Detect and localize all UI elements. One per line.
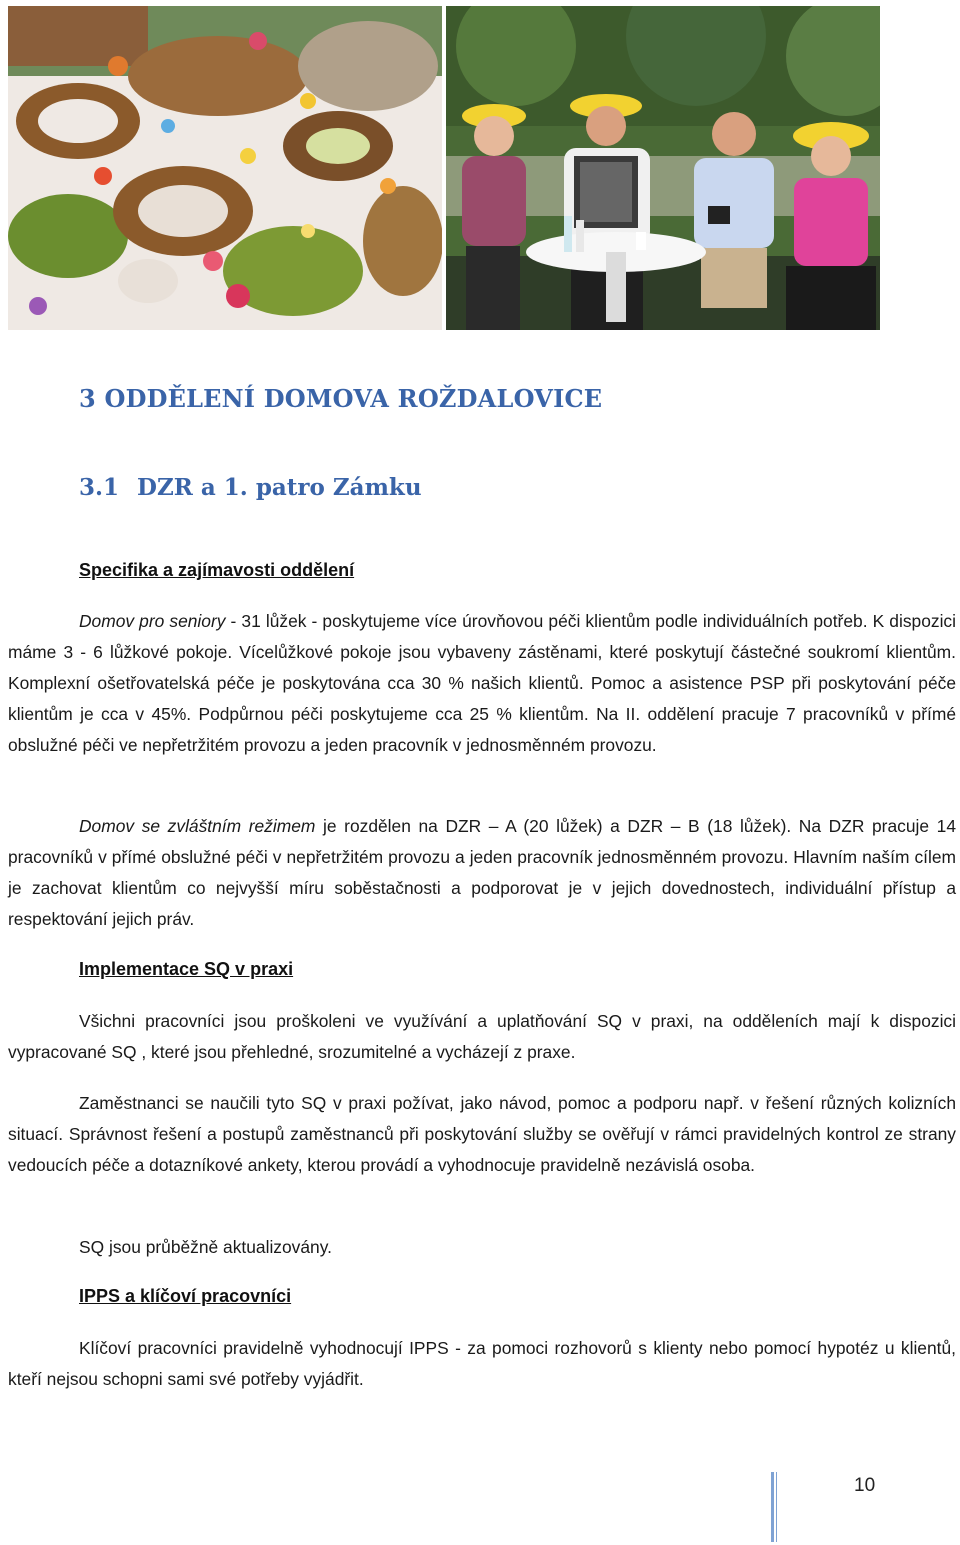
specifika-p1-text: - 31 lůžek - poskytujeme více úrovňovou péči klientům podle individuálních potřeb. K dispozici máme 3 - 6 lůžkové pokoje. Vícelůžkové pokoje jsou vybaveny zástěnami, které poskytují částečné soukromí klientům. Komplexní ošetřovatelská péče je poskytována cca 30 % našich klientů. Pomoc a asistence PSP při poskytování péče klientům je cca v 45%. Podpůrnou péči poskytujeme cca 25 % klientům. Na II. oddělení pracuje 7 pracovníků v přímé obslužné péči ve nepřetržitém provozu a jeden pracovník v jednosměnném provozu. [8,611,956,755]
implementace-paragraph-1: Všichni pracovníci jsou proškoleni ve využívání a uplatňování SQ v praxi, na odděleních mají k dispozici vypracované SQ , které jsou přehledné, srozumitelné a vycházejí z praxe. [8,1011,956,1062]
ipps-paragraph-1: Klíčoví pracovníci pravidelně vyhodnocují IPPS - za pomoci rozhovorů s klienty nebo pomocí hypotéz u klientů, kteří nejsou schopni sami své potřeby vyjádřit. [8,1338,956,1389]
page-number: 10 [854,1475,876,1496]
section-heading-title: ODDĚLENÍ DOMOVA ROŽDALOVICE [104,384,603,413]
specifika-p2-italic: Domov se zvláštním režimem [79,816,316,836]
section-heading-number: 3 [79,384,96,413]
photo-easter-decorations [8,6,442,330]
specifika-p2-text: je rozdělen na DZR – A (20 lůžek) a DZR – B (18 lůžek). Na DZR pracuje 14 pracovníků v přímé obslužné péči v nepřetržitém provozu a jeden pracovník jednosměnném provozu. Hlavním naším cílem je zachovat klientům co nejvyšší míru soběstačnosti a podporovat je v jejich dovednostech, individuální přístup a respektování jejich práv. [8,816,956,929]
ipps-title: IPPS a klíčoví pracovníci [79,1286,292,1306]
specifika-p1-italic: Domov pro seniory [79,611,226,631]
implementace-paragraph-3: SQ jsou průběžně aktualizovány. [79,1237,332,1257]
footer-rule [771,1472,774,1542]
footer-rule-thin [776,1472,777,1542]
subsection-heading [79,474,422,501]
implementace-paragraph-2: Zaměstnanci se naučili tyto SQ v praxi požívat, jako návod, pomoc a podporu např. v řešení různých kolizních situací. Správnost řešení a postupů zaměstnanců při poskytování služby se ověřují v rámci pravidelných kontrol ze strany vedoucích péče a dotazníkové ankety, kterou provádí a vyhodnocuje pravidelně nezávislá osoba. [8,1093,956,1175]
specifika-title: Specifika a zajímavosti oddělení [79,560,355,580]
specifika-paragraph-1 [8,606,956,761]
subsection-heading-title: DZR a 1. patro Zámku [137,474,422,501]
implementace-title: Implementace SQ v praxi [79,959,294,979]
subsection-heading-number: 3.1 [79,474,120,501]
section-heading [79,384,602,413]
specifika-paragraph-2 [8,811,956,935]
photo-seniors-outdoors [446,6,880,330]
